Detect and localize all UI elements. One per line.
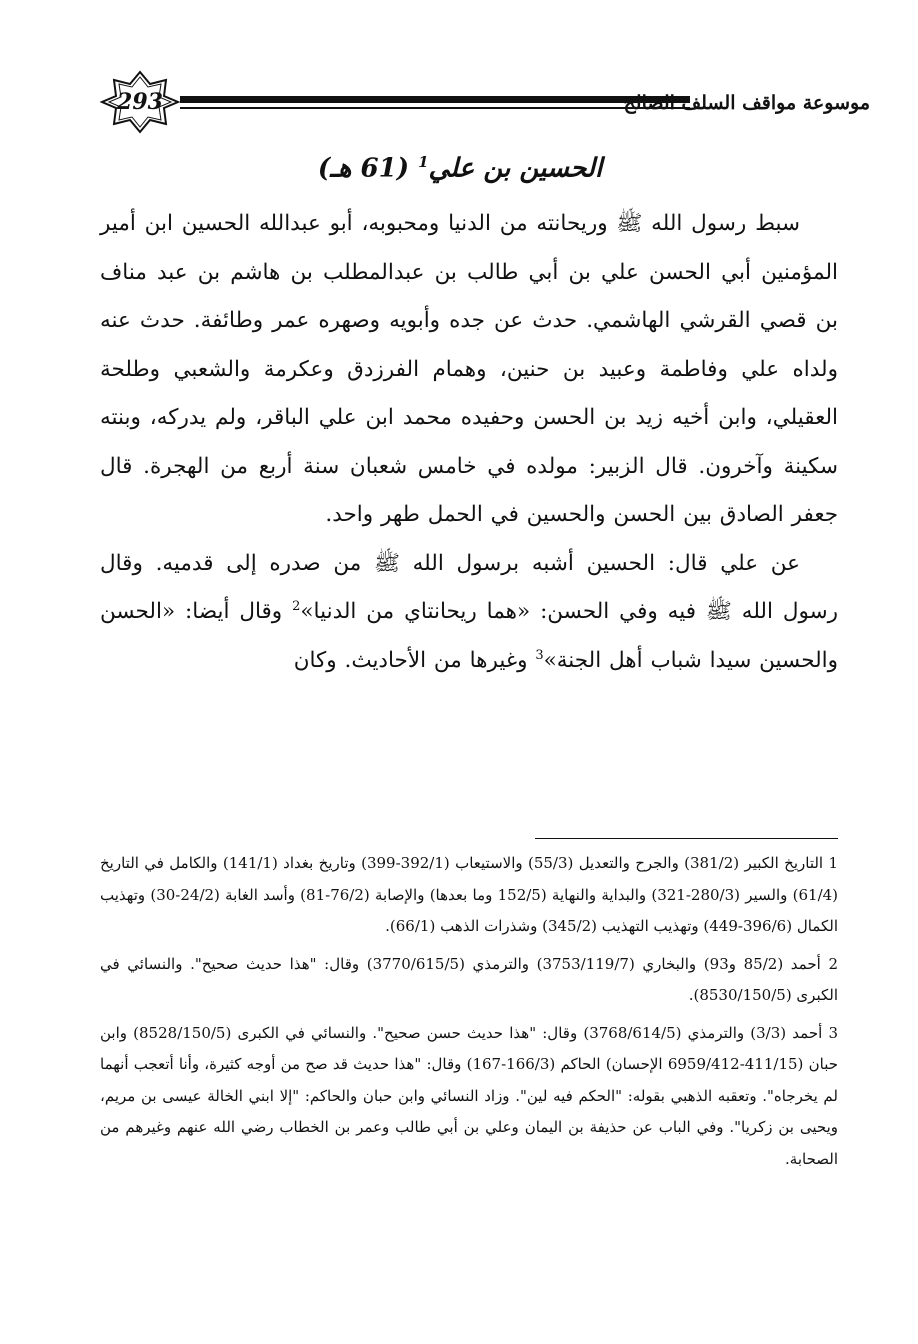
- paragraph-hadith-part-2: وقال أيضا: «الحسن والحسين سيدا شباب أهل الجنة»: [100, 599, 838, 673]
- footnote-number: 1: [828, 854, 838, 872]
- page-number-badge: [100, 70, 180, 134]
- footnote-ref-2: 2: [292, 598, 301, 614]
- chapter-name: الحسين بن علي: [428, 153, 603, 184]
- header-rule-thin: [180, 107, 690, 109]
- paragraph-biography: سبط رسول الله ﷺ وريحانته من الدنيا ومحبوبه، أبو عبدالله الحسين ابن أمير المؤمنين أبي الحسن علي بن أبي طالب بن عبدالمطلب بن هاشم بن عبد مناف بن قصي القرشي الهاشمي. حدث عن جده وأبويه وصهره عمر وطائفة. حدث عنه ولداه علي وفاطمة وعبيد بن حنين، وهمام الفرزدق وعكرمة والشعبي وطلحة العقيلي، وابن أخيه زيد بن الحسن وحفيده محمد ابن علي الباقر، ولم يدركه، وبنته سكينة وآخرون. قال الزبير: مولده في خامس شعبان سنة أربع من الهجرة. قال جعفر الصادق بين الحسن والحسين في الحمل طهر واحد.: [100, 211, 838, 527]
- footnotes: [100, 848, 838, 1181]
- chapter-title: [100, 140, 820, 184]
- footnote-text: أحمد (3/3) والترمذي (3768/614/5) وقال: "هذا حديث حسن صحيح". والنسائي في الكبرى (8528/150/5) وابن حبان (411/15-6959/412 الإحسان) الحاكم (166/3-167) وقال: "هذا حديث قد صح من أوجه كثيرة، وأنا أتعجب أنهما لم يخرجاه". وتعقبه الذهبي بقوله: "الحكم فيه لين". وزاد النسائي وابن حبان والحاكم: "إلا ابني الخالة عيسى بن مريم، ويحيى بن زكريا". وفي الباب عن حذيفة بن اليمان وعلي بن أبي طالب وعمر بن الخطاب رضي الله عنهم وغيرهم من الصحابة.: [100, 1023, 838, 1168]
- footnote-1: [100, 848, 838, 943]
- footnote-number: 3: [828, 1023, 838, 1042]
- page-number: 293: [117, 89, 163, 115]
- footnote-2: [100, 949, 838, 1012]
- body-text: [100, 200, 838, 685]
- page-header: [100, 70, 870, 134]
- footnote-text: التاريخ الكبير (381/2) والجرح والتعديل (55/3) والاستيعاب (392/1-399) وتاريخ بغداد (141/1) والكامل في التاريخ (61/4) والسير (280/3-321) والبداية والنهاية (152/5 وما بعدها) والإصابة (76/2-81) وأسد الغابة (24/2-30) وتهذيب الكمال (396/6-449) وتهذيب التهذيب (345/2) وشذرات الذهب (66/1).: [100, 854, 839, 935]
- footnote-ref-3: 3: [535, 647, 544, 663]
- paragraph-hadith: [100, 540, 838, 686]
- footnote-text: أحمد (85/2 و93) والبخاري (3753/119/7) والترمذي (3770/615/5) وقال: "هذا حديث صحيح". والنسائي في الكبرى (8530/150/5).: [100, 954, 838, 1004]
- paragraph-hadith-part-1: عن علي قال: الحسين أشبه برسول الله ﷺ من صدره إلى قدميه. وقال رسول الله ﷺ فيه وفي الحسن: «هما ريحانتاي من الدنيا»: [100, 550, 839, 624]
- chapter-death-year: (61 هـ): [317, 153, 409, 184]
- header-rule-thick: [180, 96, 690, 103]
- series-title: موسوعة مواقف السلف الصالح: [623, 92, 870, 114]
- footnote-3: [100, 1018, 838, 1176]
- footnote-separator: [535, 838, 838, 839]
- footnote-number: 2: [828, 954, 838, 973]
- paragraph-hadith-part-3: وغيرها من الأحاديث. وكان: [293, 647, 536, 673]
- chapter-footnote-ref: 1: [418, 153, 429, 171]
